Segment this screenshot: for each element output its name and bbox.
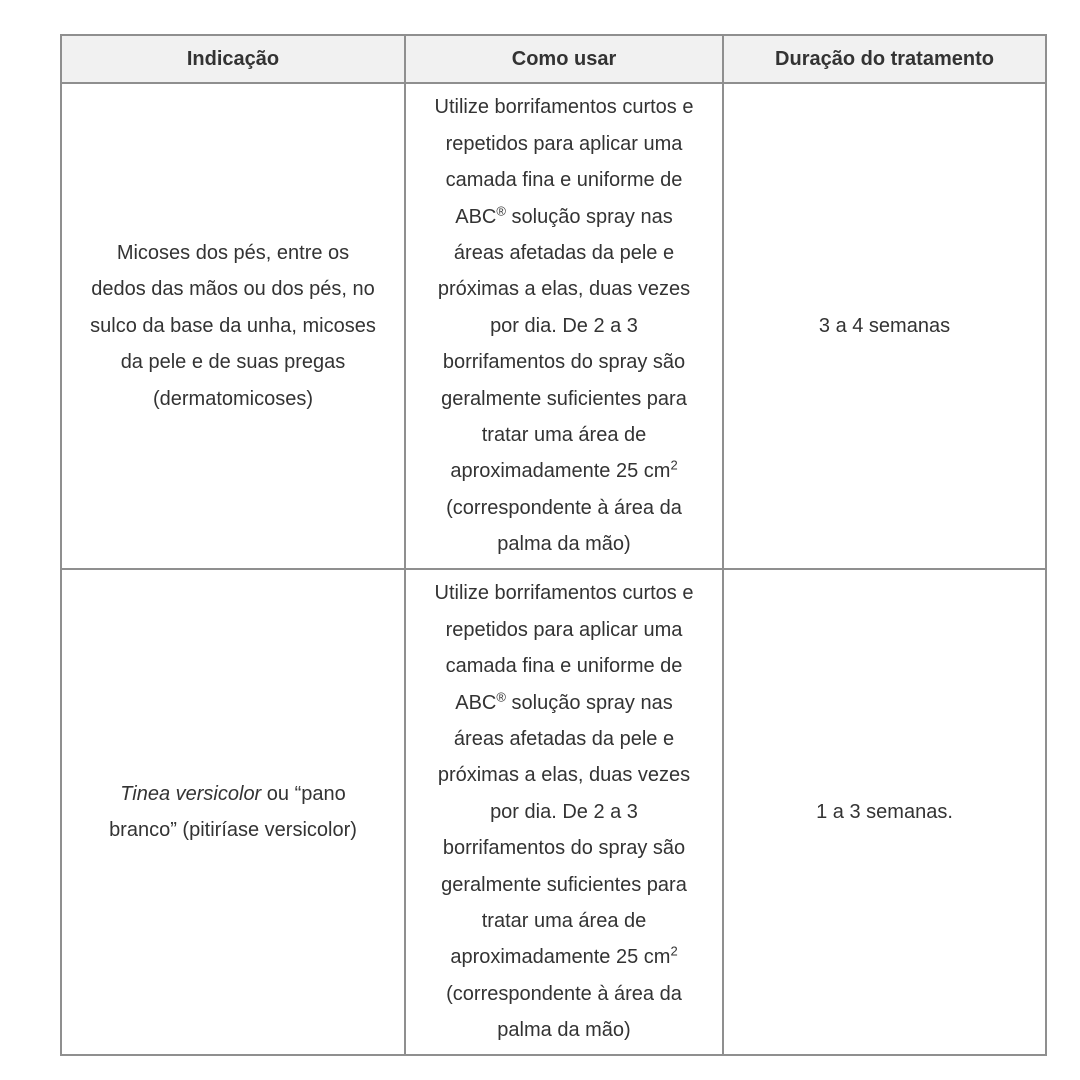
usage-line: próximas a elas, duas vezes xyxy=(437,764,691,787)
indication-line: (dermatomicoses) xyxy=(152,387,314,410)
usage-line: tratar uma área de xyxy=(481,424,647,447)
treatment-table xyxy=(60,34,1047,1056)
indication-line xyxy=(68,776,398,812)
brand-name: ABC xyxy=(455,205,497,228)
usage-cell xyxy=(405,83,723,569)
indication-italic: Tinea versicolor xyxy=(120,782,262,805)
usage-line: (correspondente à área da xyxy=(446,982,682,1005)
usage-line: repetidos para aplicar uma xyxy=(445,618,683,641)
header-como-usar: Como usar xyxy=(405,35,723,83)
header-duracao: Duração do tratamento xyxy=(723,35,1046,83)
usage-line: palma da mão) xyxy=(497,533,631,556)
duration-cell: 3 a 4 semanas xyxy=(723,83,1046,569)
usage-line-rest: solução spray nas xyxy=(505,205,673,228)
usage-line: geralmente suficientes para xyxy=(441,387,687,410)
usage-line: por dia. De 2 a 3 xyxy=(490,314,638,337)
registered-mark: ® xyxy=(496,202,506,218)
indication-cell xyxy=(61,569,405,1055)
usage-line: Utilize borrifamentos curtos e xyxy=(434,96,694,119)
usage-line: borrifamentos do spray são xyxy=(442,351,686,374)
area-text: aproximadamente 25 cm xyxy=(450,946,671,969)
usage-line: tratar uma área de xyxy=(481,910,647,933)
usage-line: áreas afetadas da pele e xyxy=(453,727,675,750)
indication-line: sulco da base da unha, micoses xyxy=(90,314,376,337)
table-row xyxy=(61,83,1046,569)
indication-cell xyxy=(61,83,405,569)
usage-line: Utilize borrifamentos curtos e xyxy=(434,582,694,605)
usage-line: próximas a elas, duas vezes xyxy=(437,278,691,301)
indication-text: ou “pano xyxy=(261,782,346,805)
registered-mark: ® xyxy=(496,688,506,704)
usage-line: borrifamentos do spray são xyxy=(442,837,686,860)
indication-line: branco” (pitiríase versicolor) xyxy=(109,819,357,841)
indication-line: da pele e de suas pregas xyxy=(120,351,346,374)
usage-line: áreas afetadas da pele e xyxy=(453,241,675,264)
usage-line: camada fina e uniforme de xyxy=(445,169,683,192)
usage-line: palma da mão) xyxy=(497,1019,631,1042)
table-header-row xyxy=(61,35,1046,83)
area-text: aproximadamente 25 cm xyxy=(450,460,671,483)
usage-line-rest: solução spray nas xyxy=(505,691,673,714)
header-indicacao: Indicação xyxy=(61,35,405,83)
squared-superscript: 2 xyxy=(670,943,678,959)
usage-line-area xyxy=(412,453,716,489)
indication-line: Micoses dos pés, entre os xyxy=(116,241,350,264)
squared-superscript: 2 xyxy=(670,457,678,473)
usage-line-brand xyxy=(412,685,716,721)
usage-line: camada fina e uniforme de xyxy=(445,655,683,678)
table-row xyxy=(61,569,1046,1055)
usage-line: (correspondente à área da xyxy=(446,496,682,519)
usage-line-area xyxy=(412,939,716,975)
brand-name: ABC xyxy=(455,691,497,714)
usage-line: repetidos para aplicar uma xyxy=(445,132,683,155)
usage-line: por dia. De 2 a 3 xyxy=(490,800,638,823)
indication-line: dedos das mãos ou dos pés, no xyxy=(91,278,375,301)
duration-cell: 1 a 3 semanas. xyxy=(723,569,1046,1055)
usage-cell xyxy=(405,569,723,1055)
usage-line-brand xyxy=(412,199,716,235)
usage-line: geralmente suficientes para xyxy=(441,873,687,896)
